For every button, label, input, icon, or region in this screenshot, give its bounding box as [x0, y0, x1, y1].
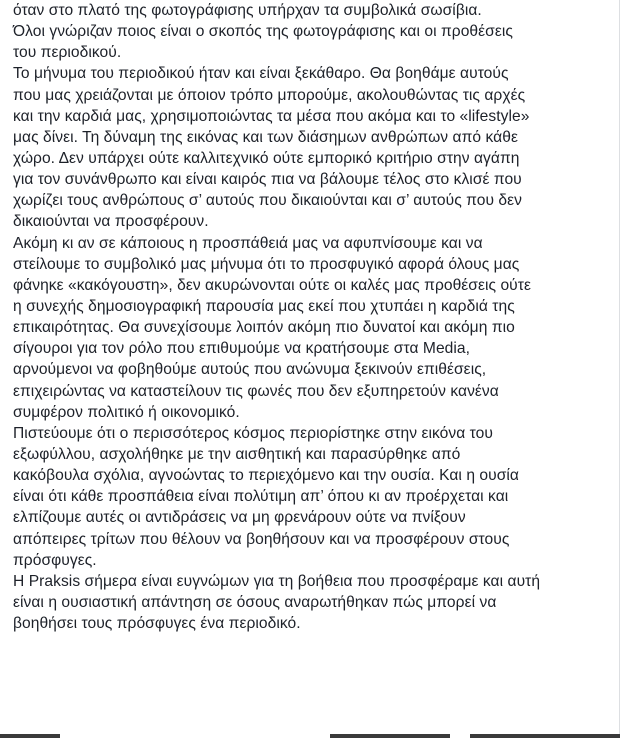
post-text-line: και την καρδιά μας, χρησιμοποιώντας τα μέσα που ακόμα και το «lifestyle»: [13, 107, 530, 125]
attached-image-edge[interactable]: [0, 732, 620, 738]
post-text-line: είναι ότι κάθε προσπάθεια είναι πολύτιμη απ’ όπου κι αν προέρχεται και: [13, 488, 509, 506]
post-text-line: του περιοδικού.: [13, 44, 122, 62]
post-text-line: αρνούμενοι να φοβηθούμε αυτούς που ανώνυμα ξεκινούν επιθέσεις,: [13, 361, 487, 379]
post-text-line: Η Praksis σήμερα είναι ευγνώμων για τη βοήθεια που προσφέραμε και αυτή: [13, 572, 541, 590]
post-text-line: Όλοι γνώριζαν ποιος είναι ο σκοπός της φωτογράφισης και οι προθέσεις: [13, 23, 513, 41]
post-text-line: φάνηκε «κακόγουστη», δεν ακυρώνονται ούτε οι καλές μας προθέσεις ούτε: [13, 276, 531, 294]
post-text-line: όταν στο πλατό της φωτογράφισης υπήρχαν τα συμβολικά σωσίβια.: [13, 2, 482, 19]
post-text-line: επικαιρότητας. Θα συνεχίσουμε λοιπόν ακόμη πιο δυνατοί και ακόμη πιο: [13, 319, 515, 337]
post-text-line: πρόσφυγες.: [13, 551, 97, 569]
post-text-line: δικαιούνται να προσφέρουν.: [13, 213, 209, 231]
post-text-line: βοηθήσει τους πρόσφυγες ένα περιοδικό.: [13, 615, 301, 633]
post-text-line: στείλουμε το συμβολικό μας μήνυμα ότι το προσφυγικό αφορά όλους μας: [13, 255, 520, 273]
post-text-line: Το μήνυμα του περιοδικού ήταν και είναι ξεκάθαρο. Θα βοηθάμε αυτούς: [13, 65, 509, 83]
post-text-line: μας δίνει. Τη δύναμη της εικόνας και των διάσημων ανθρώπων από κάθε: [13, 128, 518, 146]
image-edge-segment: [470, 734, 620, 738]
post-text-line: ελπίζουμε αυτές οι αντιδράσεις να μη φρενάρουν ούτε να πνίξουν: [13, 509, 466, 527]
post-text-line: απόπειρες τρίτων που θέλουν να βοηθήσουν και να προσφέρουν στους: [13, 530, 510, 548]
post-text-line: χώρο. Δεν υπάρχει ούτε καλλιτεχνικό ούτε εμπορικό κριτήριο στην αγάπη: [13, 149, 520, 167]
post-text-line: η συνεχής δημοσιογραφική παρουσία μας εκεί που χτυπάει η καρδιά της: [13, 297, 515, 315]
post-text-line: συμφέρον πολιτικό ή οικονομικό.: [13, 403, 240, 421]
post-text-line: κακόβουλα σχόλια, αγνοώντας το περιεχόμενο και την ουσία. Και η ουσία: [13, 467, 519, 485]
post-text-line: σίγουροι για τον ρόλο που επιθυμούμε να κρατήσουμε στα Media,: [13, 340, 471, 358]
post-text-line: εξωφύλλου, ασχολήθηκε με την αισθητική και παρασύρθηκε από: [13, 445, 461, 463]
post-text-line: Πιστεύουμε ότι ο περισσότερος κόσμος περιορίστηκε στην εικόνα του: [13, 424, 493, 442]
image-edge-segment: [0, 734, 60, 738]
post-text-line: Ακόμη κι αν σε κάποιους η προσπάθειά μας να αφυπνίσουμε και να: [13, 234, 483, 252]
post-text-line: για τον συνάνθρωπο και είναι καιρός πια να βάλουμε τέλος στο κλισέ που: [13, 171, 522, 189]
post-text-line: χωρίζει τους ανθρώπους σ’ αυτούς που δικαιούνται και σ’ αυτούς που δεν: [13, 192, 522, 210]
post-text-line: επιχειρώντας να καταστείλουν τις φωνές που δεν εξυπηρετούν κανένα: [13, 382, 499, 400]
post-body-text: [13, 0, 613, 634]
post-text-line: που μας χρειάζονται με όποιον τρόπο μπορούμε, ακολουθώντας τις αρχές: [13, 86, 526, 104]
image-edge-segment: [330, 734, 450, 738]
post-text-line: είναι η ουσιαστική απάντηση σε όσους αναρωτήθηκαν πώς μπορεί να: [13, 593, 497, 611]
